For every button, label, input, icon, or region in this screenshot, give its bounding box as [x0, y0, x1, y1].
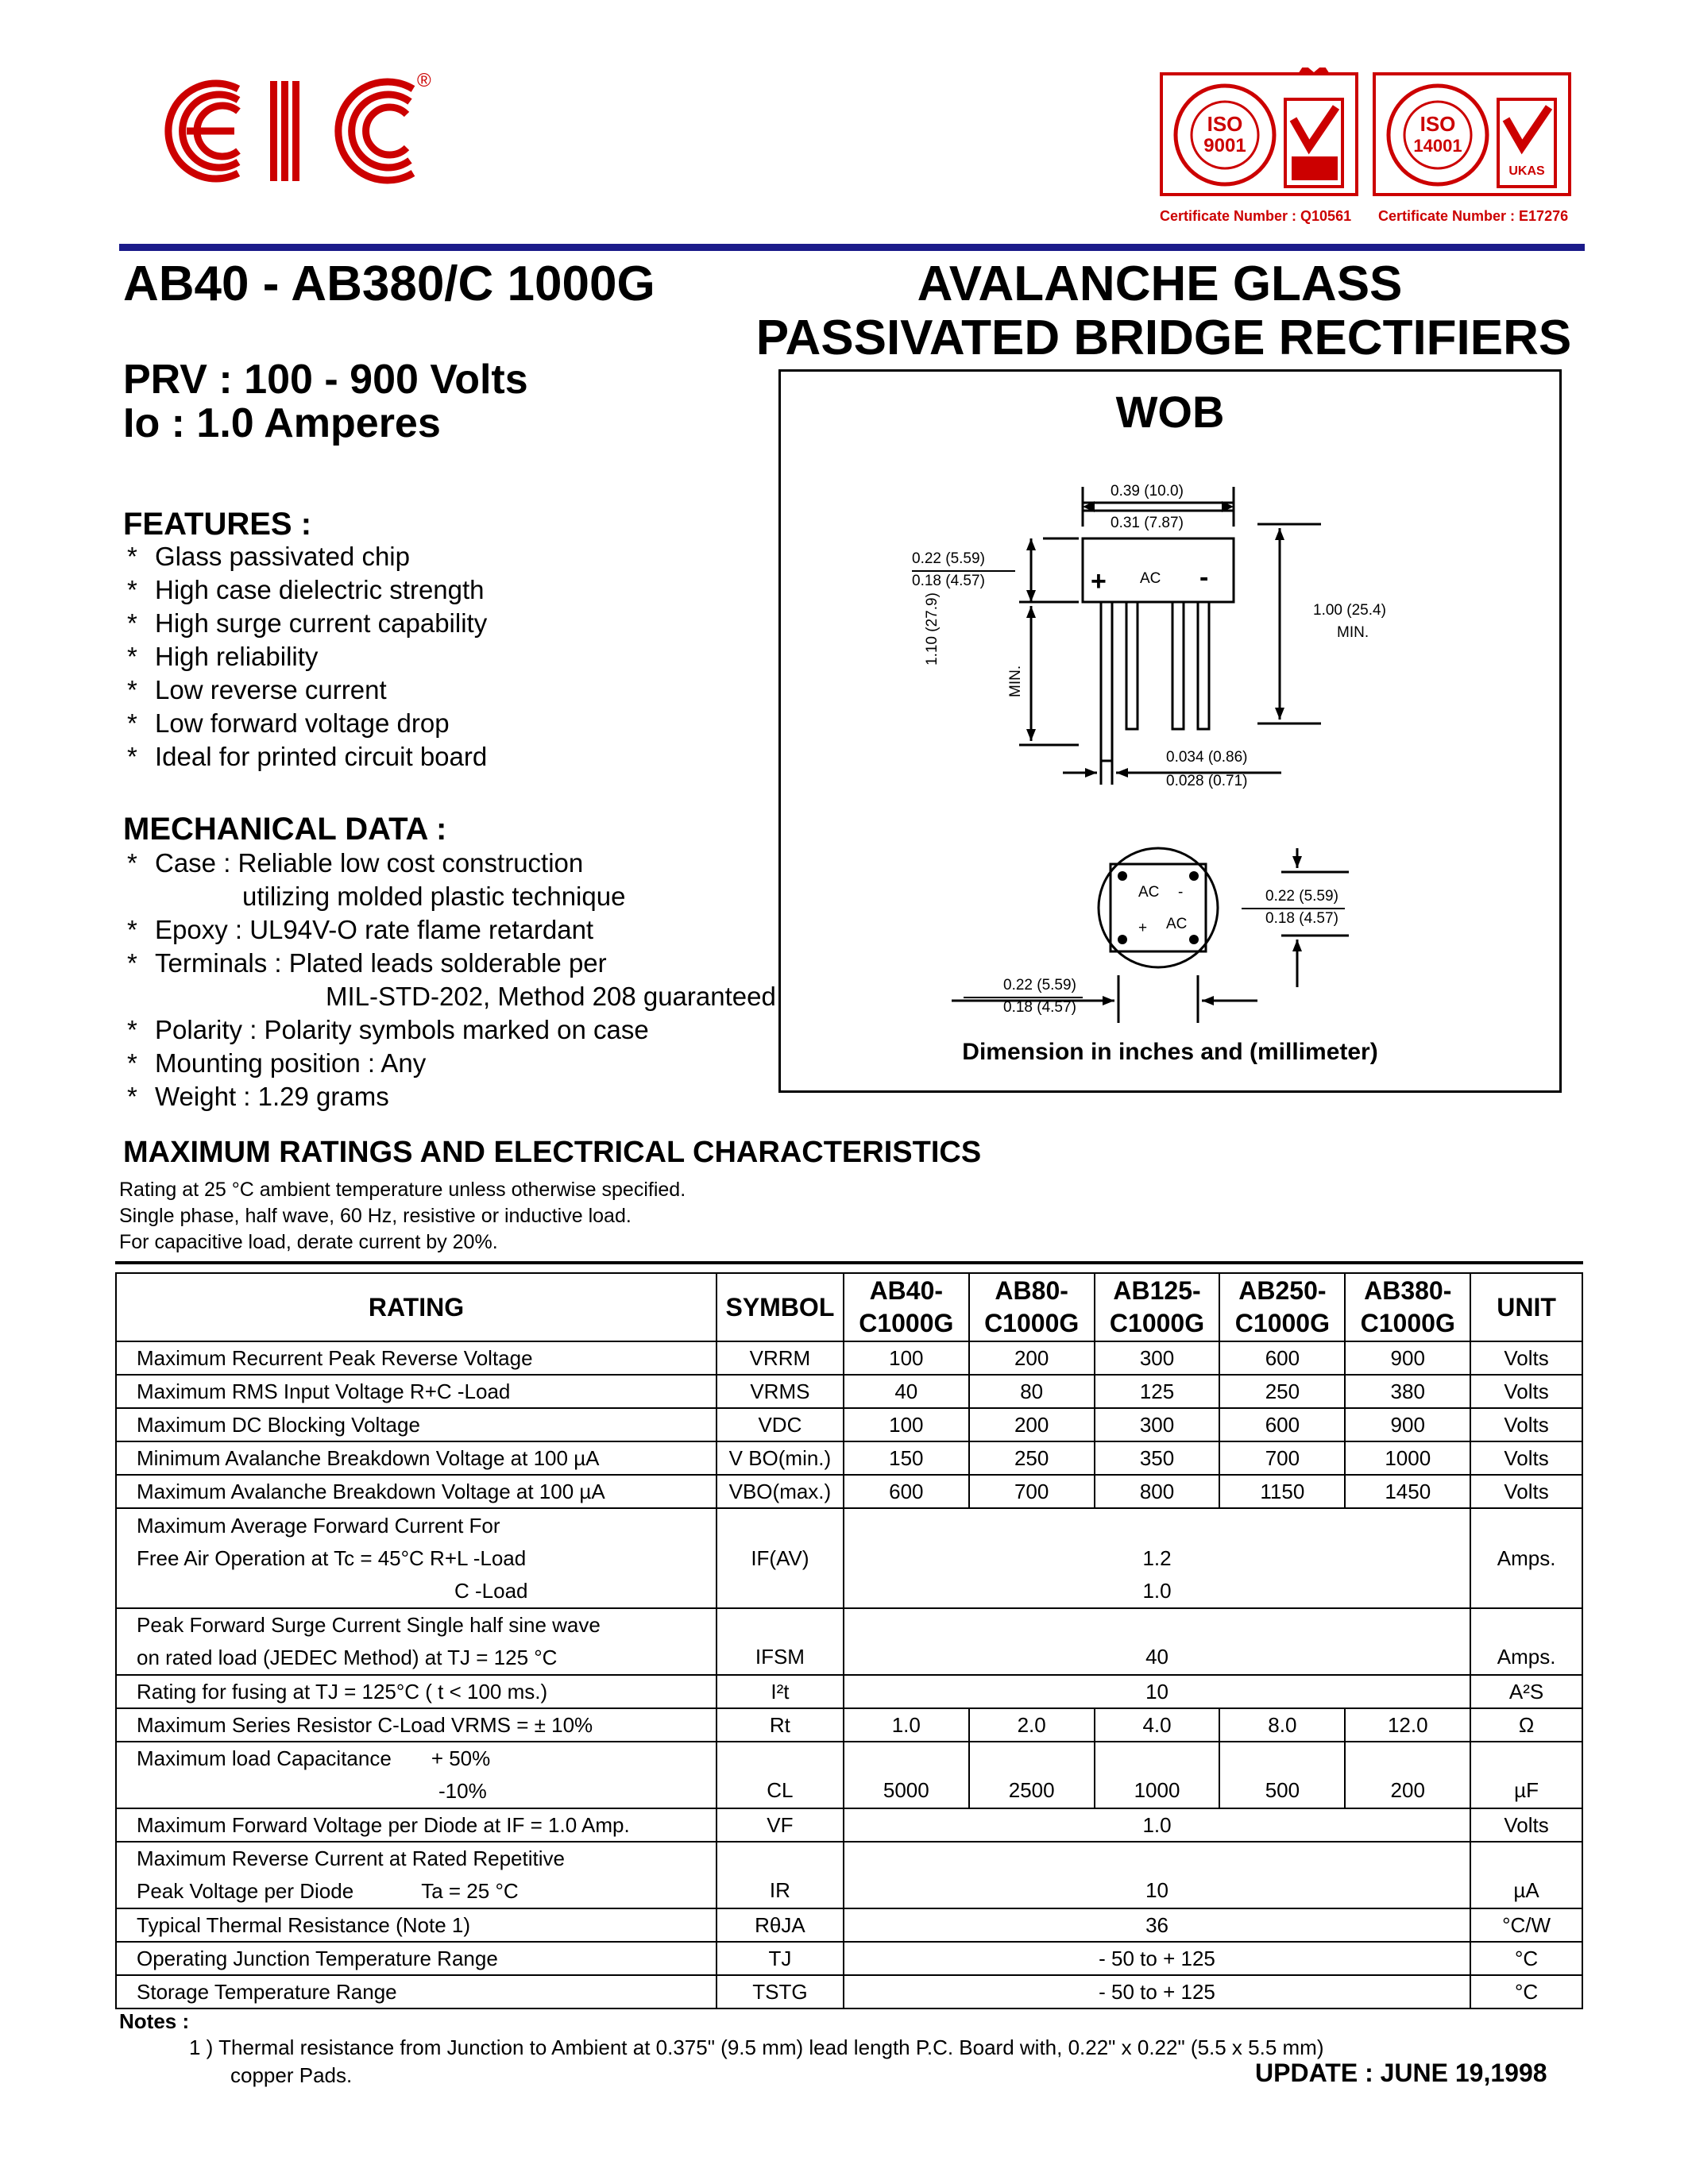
ratings-conditions — [119, 1177, 686, 1256]
header-unit: UNIT — [1470, 1273, 1582, 1341]
table-row: Minimum Avalanche Breakdown Voltage at 100 µA V BO(min.) 150 250 350 700 1000 Volts — [116, 1441, 1582, 1475]
table-row: Rating for fusing at TJ = 125°C ( t < 100 ms.) I²t 10 A²S — [116, 1675, 1582, 1708]
condition-line: For capacitive load, derate current by 20%. — [119, 1231, 498, 1253]
condition-line: Rating at 25 °C ambient temperature unless otherwise specified. — [119, 1179, 686, 1201]
cert-iso14001-badge — [1373, 68, 1571, 199]
header-model: AB250- C1000G — [1219, 1273, 1345, 1341]
table-row: Maximum Forward Voltage per Diode at IF = 1.0 Amp. VF 1.0 Volts — [116, 1808, 1582, 1842]
update-date: UPDATE : JUNE 19,1998 — [1255, 2059, 1547, 2087]
registered-mark: ® — [417, 70, 431, 91]
table-row: Maximum Series Resistor C-Load VRMS = ± 10% Rt 1.0 2.0 4.0 8.0 12.0 Ω — [116, 1708, 1582, 1742]
dim-top-width-min: 0.31 (7.87) — [1111, 515, 1184, 531]
pin-plus-label: + — [1091, 566, 1107, 596]
header-model: AB125- C1000G — [1095, 1273, 1220, 1341]
io-rating: Io : 1.0 Amperes — [123, 400, 441, 446]
dim-lead-width-max: 0.034 (0.86) — [1166, 749, 1248, 766]
mechanical-list — [123, 847, 776, 1113]
cert-number-1: Certificate Number : Q10561 — [1160, 208, 1352, 224]
table-row: Maximum DC Blocking Voltage VDC 100 200 300 600 900 Volts — [116, 1408, 1582, 1441]
list-item: * Low reverse current — [127, 675, 387, 704]
header-rating: RATING — [116, 1273, 717, 1341]
list-item: * High case dielectric strength — [127, 575, 485, 604]
device-type-line1: AVALANCHE GLASS — [917, 257, 1403, 311]
list-item: * Epoxy : UL94V-O rate flame retardant — [127, 915, 594, 944]
table-row: Maximum Average Forward Current For Free Air Operation at Tc = 45°C R+L -Load C -Load IF(AV) 1.2 1.0 Amps. — [116, 1508, 1582, 1608]
table-header-row — [116, 1273, 1582, 1341]
dim-top-width-max: 0.39 (10.0) — [1111, 483, 1184, 500]
table-row: Typical Thermal Resistance (Note 1) RθJA 36 °C/W — [116, 1908, 1582, 1942]
mechanical-heading: MECHANICAL DATA : — [123, 812, 447, 847]
bottom-ac-label-1: AC — [1138, 884, 1160, 901]
list-item: * Ideal for printed circuit board — [127, 742, 488, 771]
dim-total-length-min: MIN. — [1337, 624, 1369, 641]
table-row: Maximum load Capacitance + 50% -10% CL 5000 2500 1000 500 200 µF — [116, 1742, 1582, 1808]
dim-body-height-max: 0.22 (5.59) — [912, 550, 985, 567]
package-caption: Dimension in inches and (millimeter) — [962, 1039, 1378, 1065]
header-rule — [119, 244, 1585, 251]
dim-lead-width-min: 0.028 (0.71) — [1166, 773, 1248, 789]
table-row: Maximum Reverse Current at Rated Repetitive Peak Voltage per Diode Ta = 25 °C IR 10 µA — [116, 1842, 1582, 1908]
package-outline-box — [778, 369, 1562, 1093]
list-item: * Terminals : Plated leads solderable per MIL-STD-202, Method 208 guaranteed — [127, 948, 776, 1011]
header-model: AB40- C1000G — [844, 1273, 969, 1341]
ratings-table — [115, 1272, 1583, 2009]
eic-logo-graphic — [151, 71, 453, 191]
pin-ac-label: AC — [1140, 570, 1161, 587]
dim-total-length: 1.00 (25.4) — [1313, 602, 1386, 619]
list-item: * High surge current capability — [127, 608, 488, 638]
dim-side-height-max: 0.22 (5.59) — [1265, 888, 1338, 905]
part-number-title: AB40 - AB380/C 1000G — [123, 257, 655, 311]
list-item: * Polarity : Polarity symbols marked on case — [127, 1015, 649, 1044]
dim-lead-length-min: MIN. — [1007, 665, 1024, 697]
ratings-heading: MAXIMUM RATINGS AND ELECTRICAL CHARACTERISTICS — [123, 1136, 982, 1169]
svg-text:9001: 9001 — [1203, 135, 1246, 156]
table-row: Peak Forward Surge Current Single half sine wave on rated load (JEDEC Method) at TJ = 125 °C IFSM 40 Amps. — [116, 1608, 1582, 1675]
list-item: * Mounting position : Any — [127, 1048, 427, 1078]
device-type-line2: PASSIVATED BRIDGE RECTIFIERS — [755, 311, 1572, 365]
table-row: Storage Temperature Range TSTG - 50 to + 125 °C — [116, 1975, 1582, 2008]
prv-rating: PRV : 100 - 900 Volts — [123, 357, 528, 403]
bottom-minus-label: - — [1178, 884, 1184, 901]
svg-text:UKAS: UKAS — [1508, 164, 1545, 178]
svg-text:ISO: ISO — [1420, 112, 1456, 136]
eic-logo — [151, 71, 453, 191]
svg-text:14001: 14001 — [1413, 136, 1462, 156]
dim-side-height-min: 0.18 (4.57) — [1265, 910, 1338, 927]
cert-number-2: Certificate Number : E17276 — [1378, 208, 1569, 224]
table-row: Operating Junction Temperature Range TJ - 50 to + 125 °C — [116, 1942, 1582, 1975]
pin-minus-label: - — [1199, 562, 1209, 592]
package-dimension-drawing — [781, 372, 1559, 1090]
header-model: AB380- C1000G — [1345, 1273, 1470, 1341]
header-model: AB80- C1000G — [969, 1273, 1095, 1341]
dim-bottom-width-max: 0.22 (5.59) — [1003, 977, 1076, 994]
table-row: Maximum Recurrent Peak Reverse Voltage VRRM 100 200 300 600 900 Volts — [116, 1341, 1582, 1375]
dim-lead-length: 1.10 (27.9) — [924, 592, 941, 666]
note-1-continuation: copper Pads. — [230, 2063, 353, 2087]
list-item: * High reliability — [127, 642, 319, 671]
cert-iso9001-badge — [1160, 68, 1358, 199]
dim-body-height-min: 0.18 (4.57) — [912, 573, 985, 589]
package-name: WOB — [1115, 387, 1225, 437]
table-top-rule — [115, 1261, 1583, 1264]
list-item: * Case : Reliable low cost construction utilizing molded plastic technique — [127, 848, 626, 911]
svg-text:ISO: ISO — [1207, 112, 1243, 136]
condition-line: Single phase, half wave, 60 Hz, resistive or inductive load. — [119, 1205, 632, 1227]
table-row: Maximum Avalanche Breakdown Voltage at 100 µA VBO(max.) 600 700 800 1150 1450 Volts — [116, 1475, 1582, 1508]
list-item: * Weight : 1.29 grams — [127, 1082, 389, 1111]
features-list — [123, 540, 487, 774]
notes-heading: Notes : — [119, 2009, 190, 2033]
header-symbol: SYMBOL — [717, 1273, 844, 1341]
list-item: * Glass passivated chip — [127, 542, 410, 571]
bottom-plus-label: + — [1138, 920, 1148, 936]
dim-bottom-width-min: 0.18 (4.57) — [1003, 999, 1076, 1016]
bottom-ac-label-2: AC — [1166, 916, 1188, 932]
table-row: Maximum RMS Input Voltage R+C -Load VRMS 40 80 125 250 380 Volts — [116, 1375, 1582, 1408]
features-heading: FEATURES : — [123, 507, 312, 542]
note-1: 1 ) Thermal resistance from Junction to Ambient at 0.375" (9.5 mm) lead length P.C. Board with, 0.22" x 0.22" (5.5 x 5.5 mm) — [189, 2035, 1324, 2059]
list-item: * Low forward voltage drop — [127, 708, 450, 738]
